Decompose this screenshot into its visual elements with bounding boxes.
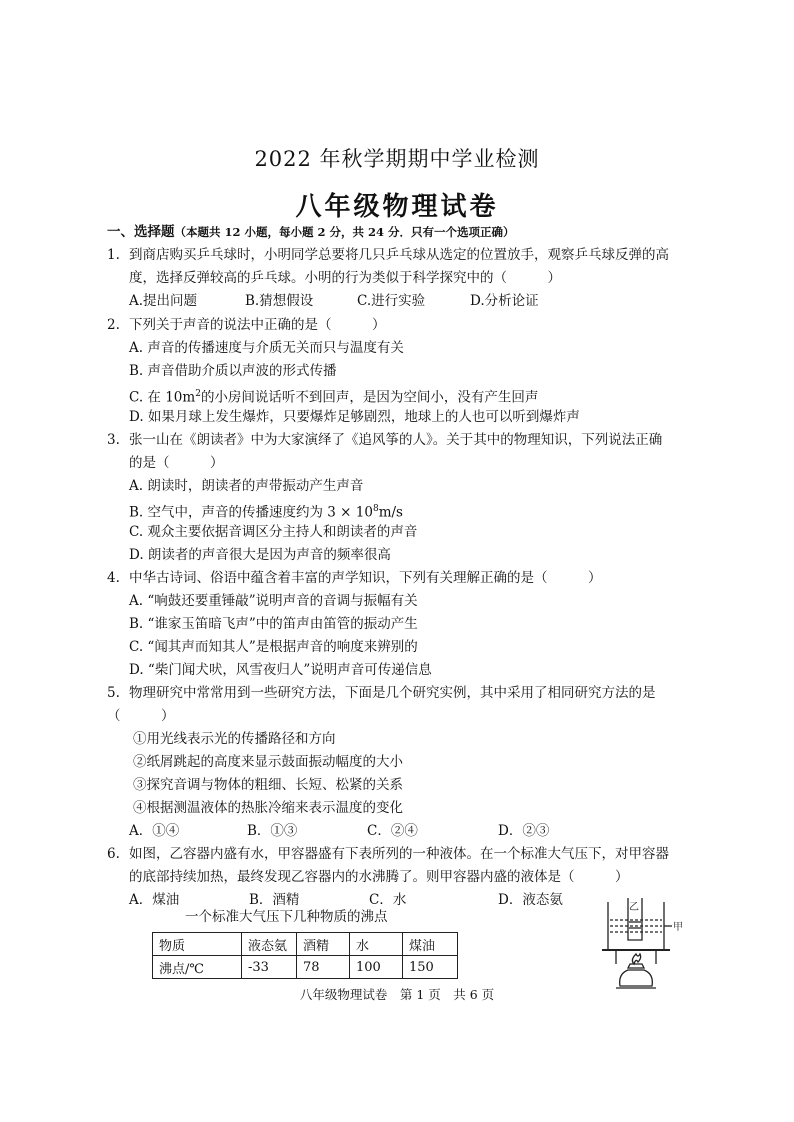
list-item: ④根据测温液体的热胀冷缩来表示温度的变化 <box>133 800 403 816</box>
figure-label-outer: 甲 <box>673 922 683 933</box>
question-text: 张一山在《朗读者》中为大家演绎了《追风筝的人》。关于其中的物理知识，下列说法正确 <box>129 432 663 448</box>
section-heading <box>107 220 515 240</box>
question-number: 6. <box>107 846 120 862</box>
page-footer: 八年级物理试卷 第 1 页 共 6 页 <box>299 987 495 1002</box>
question-text: 的是（ ） <box>129 455 224 471</box>
table-cell: 沸点/℃ <box>153 956 242 979</box>
option-d: D．②③ <box>498 823 550 839</box>
table-cell: 100 <box>350 956 403 979</box>
option-a: A.提出问题 <box>129 293 198 309</box>
boiling-apparatus-figure <box>598 896 690 992</box>
option-d: D．液态氨 <box>498 892 563 908</box>
option-c: C. “闻其声而知其人”是根据声音的响度来辨别的 <box>129 639 418 655</box>
question-number: 2. <box>107 317 120 333</box>
section-label: 一、选择题 <box>107 224 175 240</box>
list-item: ③探究音调与物体的粗细、长短、松紧的关系 <box>133 777 403 793</box>
option-b: B．①③ <box>247 823 298 839</box>
option-a: A. 声音的传播速度与介质无关而只与温度有关 <box>129 340 404 356</box>
question-text: 中华古诗词、俗语中蕴含着丰富的声学知识，下列有关理解正确的是（ ） <box>129 570 602 586</box>
table-row <box>153 956 458 979</box>
table-cell: -33 <box>242 956 297 979</box>
list-item: ①用光线表示光的传播路径和方向 <box>133 731 336 747</box>
option-c: C.进行实验 <box>357 293 426 309</box>
table-header-row <box>153 933 458 956</box>
table-cell: 150 <box>403 956 458 979</box>
table-header-cell: 液态氨 <box>242 933 297 956</box>
question-text: 如图，乙容器内盛有水，甲容器盛有下表所列的一种液体。在一个标准大气压下，对甲容器 <box>129 846 669 862</box>
option-c: C. 观众主要依据音调区分主持人和朗读者的声音 <box>129 524 418 540</box>
question-text: 物理研究中常常用到一些研究方法，下面是几个研究实例，其中采用了相同研究方法的是 <box>129 685 656 701</box>
question-text: 的底部持续加热，最终发现乙容器内的水沸腾了。则甲容器内盛的液体是（ ） <box>129 869 629 885</box>
boiling-point-table <box>152 932 458 979</box>
table-header-cell: 物质 <box>153 933 242 956</box>
option-c: C. 在 $10m^2$的小房间说话听不到回声，是因为空间小，没有产生回声 <box>129 389 539 406</box>
option-a: A．①④ <box>129 823 180 839</box>
table-caption: 一个标准大气压下几种物质的沸点 <box>185 909 388 925</box>
question-number: 3. <box>107 432 120 448</box>
question-text: 下列关于声音的说法中正确的是（ ） <box>129 317 386 333</box>
question-number: 5. <box>107 685 120 701</box>
question-number: 1. <box>107 247 120 263</box>
option-b: B. 声音借助介质以声波的形式传播 <box>129 363 337 379</box>
list-item: ②纸屑跳起的高度来显示鼓面振动幅度的大小 <box>133 754 403 770</box>
option-d: D.分析论证 <box>470 293 539 309</box>
option-d: D. 如果月球上发生爆炸，只要爆炸足够剧烈，地球上的人也可以听到爆炸声 <box>129 409 580 425</box>
option-c: C．②④ <box>367 823 418 839</box>
question-number: 4. <box>107 570 120 586</box>
table-header-cell: 水 <box>350 933 403 956</box>
section-note: （本题共 12 小题，每小题 2 分，共 24 分．只有一个选项正确） <box>174 225 515 239</box>
option-b: B．酒精 <box>249 892 300 908</box>
question-text: （ ） <box>107 708 175 724</box>
table-header-cell: 酒精 <box>297 933 350 956</box>
option-b: B.猜想假设 <box>245 293 314 309</box>
option-a: A．煤油 <box>129 892 180 908</box>
table-cell: 78 <box>297 956 350 979</box>
option-a: A. 朗读时，朗读者的声带振动产生声音 <box>129 478 364 494</box>
option-b: B. “谁家玉笛暗飞声”中的笛声由笛管的振动产生 <box>129 616 418 632</box>
question-text: 到商店购买乒乓球时，小明同学总要将几只乒乓球从选定的位置放手，观察乒乓球反弹的高 <box>129 247 669 263</box>
option-d: D. “柴门闻犬吠，风雪夜归人”说明声音可传递信息 <box>129 662 432 678</box>
option-b: B. 空气中，声音的传播速度约为 $3 \times 10^8m/s$ <box>129 504 403 521</box>
figure-label-inner: 乙 <box>629 902 639 913</box>
question-text: 度，选择反弹较高的乒乓球。小明的行为类似于科学探究中的（ ） <box>129 270 561 286</box>
option-c: C．水 <box>369 892 407 908</box>
table-header-cell: 煤油 <box>403 933 458 956</box>
exam-subtitle: 八年级物理试卷 <box>295 192 499 222</box>
option-a: A. “响鼓还要重锤敲”说明声音的音调与振幅有关 <box>129 593 418 609</box>
exam-title: 2022 年秋学期期中学业检测 <box>254 147 540 171</box>
option-d: D. 朗读者的声音很大是因为声音的频率很高 <box>129 547 391 563</box>
